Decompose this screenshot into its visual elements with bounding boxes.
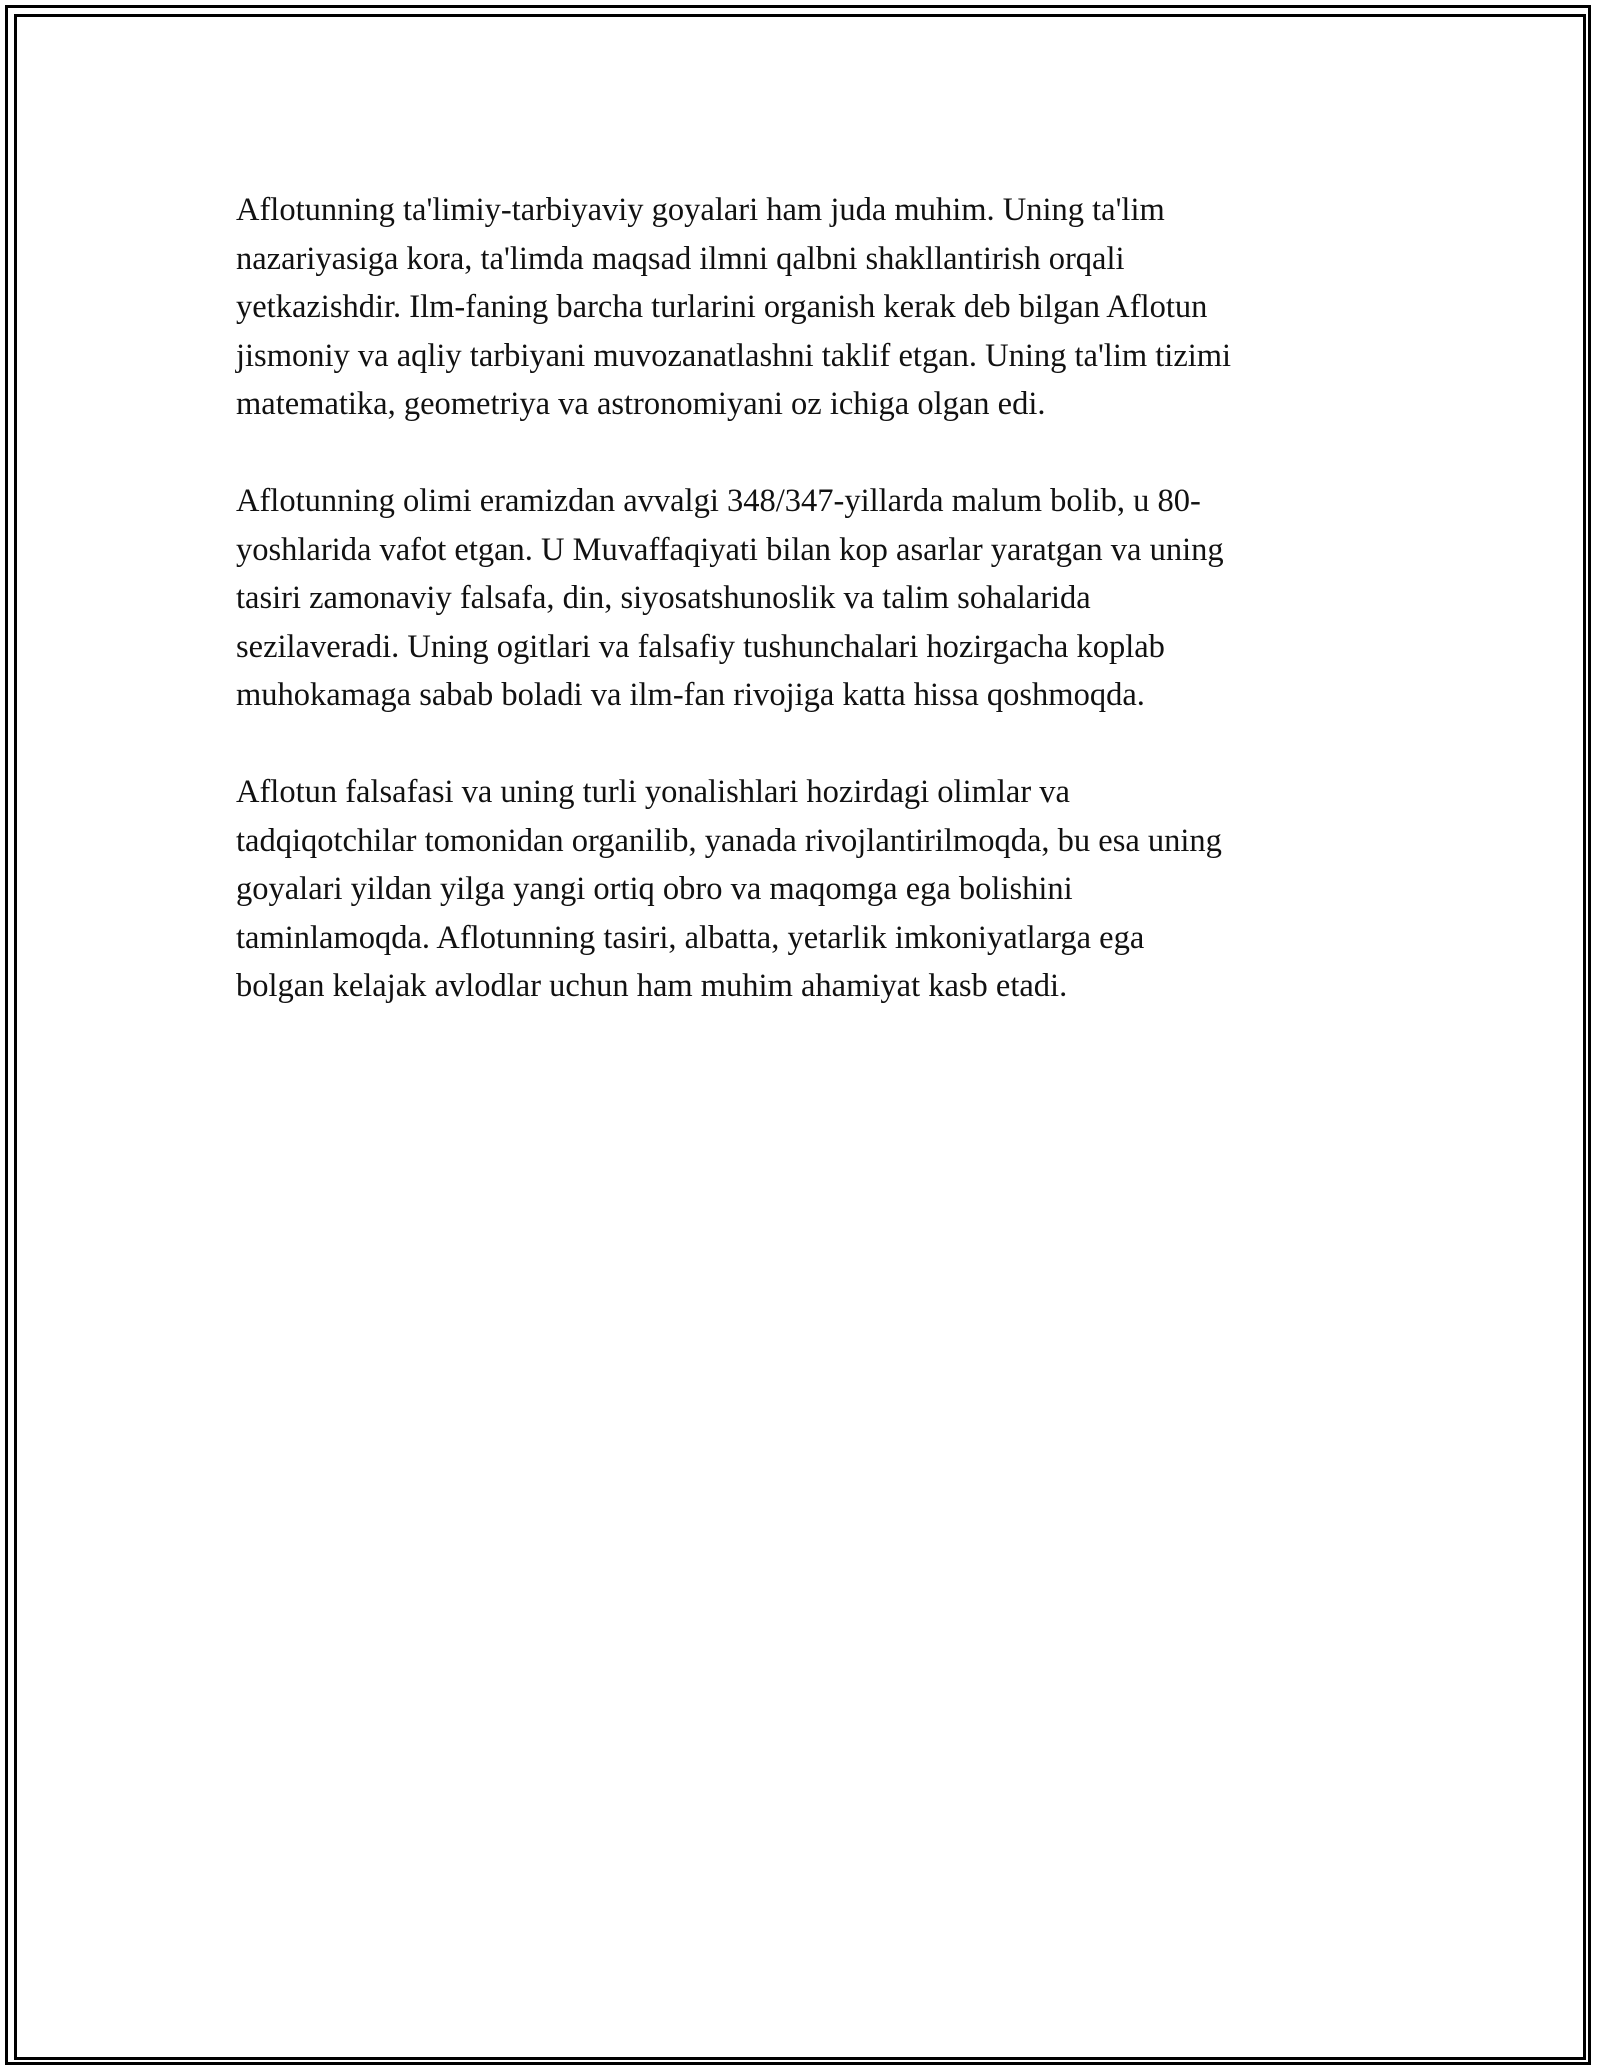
paragraph-line: tasiri zamonaviy falsafa, din, siyosatshunoslik va talim sohalarida [236,580,1091,616]
paragraph-line: Aflotunning ta'limiy-tarbiyaviy goyalari ham juda muhim. Uning ta'lim [236,192,1165,228]
paragraph-line: jismoniy va aqliy tarbiyani muvozanatlashni taklif etgan. Uning ta'lim tizimi [236,337,1232,374]
paragraph-line: tadqiqotchilar tomonidan organilib, yanada rivojlantirilmoqda, bu esa uning [236,822,1222,859]
paragraph-line: yoshlarida vafot etgan. U Muvaffaqiyati bilan kop asarlar yaratgan va uning [236,531,1224,568]
paragraph-line: yetkazishdir. Ilm-faning barcha turlarini organish kerak deb bilgan Aflotun [236,289,1208,325]
paragraph-3 [236,768,1376,1011]
paragraph-1 [236,186,1376,429]
paragraph-line: matematika, geometriya va astronomiyani oz ichiga olgan edi. [236,386,1046,422]
paragraph-line: goyalari yildan yilga yangi ortiq obro va maqomga ega bolishini [236,871,1073,907]
document-body [236,186,1376,1059]
paragraph-line: Aflotun falsafasi va uning turli yonalishlari hozirdagi olimlar va [236,774,1070,810]
paragraph-line: nazariyasiga kora, ta'limda maqsad ilmni qalbni shakllantirish orqali [236,240,1125,277]
paragraph-2 [236,477,1376,720]
paragraph-line: sezilaveradi. Uning ogitlari va falsafiy tushunchalari hozirgacha koplab [236,628,1165,665]
paragraph-line: Aflotunning olimi eramizdan avvalgi 348/347-yillarda malum bolib, u 80- [236,483,1201,519]
paragraph-line: muhokamaga sabab boladi va ilm-fan rivojiga katta hissa qoshmoqda. [236,677,1145,713]
paragraph-line: bolgan kelajak avlodlar uchun ham muhim ahamiyat kasb etadi. [236,968,1068,1004]
paragraph-line: taminlamoqda. Aflotunning tasiri, albatta, yetarlik imkoniyatlarga ega [236,919,1145,956]
